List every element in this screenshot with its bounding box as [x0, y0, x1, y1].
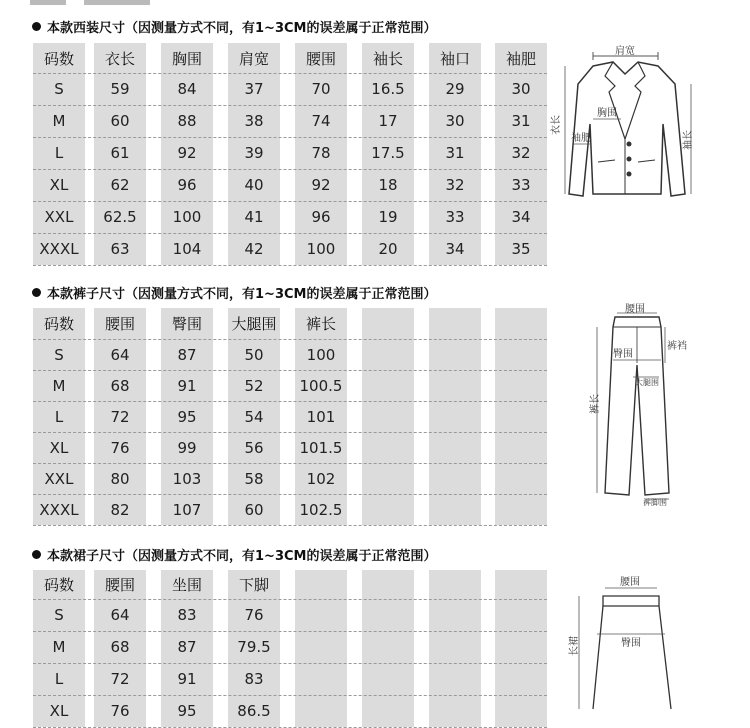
skirt-row-divider — [33, 631, 547, 632]
jacket-row-divider — [33, 201, 547, 202]
jacket-row-divider — [33, 169, 547, 170]
skirt-header-cell: 腰围 — [104, 576, 135, 594]
pants-table-cell — [429, 432, 481, 463]
skirt-table-cell: 91 — [177, 670, 197, 688]
jacket-row-divider — [33, 233, 547, 234]
pants-table-cell: 107 — [172, 500, 202, 519]
pants-table-cell: 95 — [177, 407, 197, 426]
pants-table-cell: 100.5 — [299, 376, 343, 395]
pants-title-text: 本款裤子尺寸（因测量方式不同，有1~3CM的误差属于正常范围） — [47, 287, 437, 302]
pants-table-cell — [495, 494, 547, 525]
jacket-table-cell: L — [54, 144, 64, 162]
pants-table-cell: 76 — [110, 438, 130, 457]
jacket-column — [362, 43, 414, 265]
jacket-table-cell: 33 — [445, 208, 465, 226]
pants-table-cell: XXL — [44, 469, 74, 488]
skirt-table-cell: 83 — [244, 670, 264, 688]
jacket-row-divider — [33, 105, 547, 106]
skirt-title-text: 本款裙子尺寸（因测量方式不同，有1~3CM的误差属于正常范围） — [47, 549, 437, 564]
pants-table-cell: 50 — [244, 345, 264, 364]
jacket-table-cell: 100 — [172, 208, 202, 226]
pants-table-cell: 102.5 — [299, 500, 343, 519]
jacket-table-cell: 59 — [110, 80, 130, 98]
jacket-header-cell: 衣长 — [104, 49, 135, 68]
pants-column — [495, 308, 547, 525]
pants-table-cell — [362, 494, 414, 525]
skirt-table-cell — [295, 695, 347, 727]
pants-table-cell: 56 — [244, 438, 264, 457]
pants-column — [228, 308, 280, 525]
jacket-table-cell: 60 — [110, 112, 130, 130]
skirt-column — [161, 570, 213, 727]
pants-table-cell: 101 — [306, 407, 336, 426]
pants-table-cell: XXXL — [39, 500, 79, 519]
skirt-table-cell: 95 — [177, 702, 197, 720]
skirt-row-divider — [33, 599, 547, 600]
pants-header-cell: 臀围 — [171, 315, 202, 333]
skirt-table-cell — [362, 663, 414, 695]
skirt-table-cell: 76 — [244, 606, 264, 624]
skirt-column — [429, 570, 481, 727]
jacket-table-cell: 31 — [511, 112, 531, 130]
skirt-waist-label: 腰围 — [620, 577, 640, 588]
jacket-row-divider — [33, 265, 547, 266]
pants-table-cell: 68 — [110, 376, 130, 395]
skirt-table-cell — [362, 695, 414, 727]
pants-table-cell: 100 — [306, 345, 336, 364]
jacket-table-cell: S — [54, 80, 64, 98]
skirt-column — [228, 570, 280, 727]
pants-header-cell: 大腿围 — [231, 315, 277, 333]
pants-table-cell — [362, 463, 414, 494]
pants-column — [161, 308, 213, 525]
jacket-table-cell: 74 — [311, 112, 331, 130]
skirt-column — [33, 570, 85, 727]
pants-header-cell — [429, 308, 481, 339]
skirt-table-cell — [429, 663, 481, 695]
jacket-table-cell: XXXL — [39, 240, 79, 258]
skirt-column — [295, 570, 347, 727]
jacket-table-cell: 84 — [177, 80, 197, 98]
jacket-table-cell: 96 — [311, 208, 331, 226]
pants-thigh-label: 大腿围 — [635, 378, 659, 387]
jacket-table-cell: 61 — [110, 144, 130, 162]
jacket-column — [495, 43, 547, 265]
jacket-table-cell: 62 — [110, 176, 130, 194]
skirt-row-divider — [33, 695, 547, 696]
pants-table-cell — [362, 339, 414, 370]
skirt-table-cell — [295, 631, 347, 663]
jacket-header-cell: 胸围 — [171, 49, 202, 68]
skirt-header-cell — [295, 570, 347, 599]
pants-table-cell: 102 — [306, 469, 336, 488]
skirt-table-cell: S — [54, 606, 64, 624]
pants-header-cell: 腰围 — [104, 315, 135, 333]
jacket-table-cell: 29 — [445, 80, 465, 98]
pants-hip-label: 臀围 — [613, 349, 633, 360]
skirt-table-cell — [362, 599, 414, 631]
skirt-table-cell: 68 — [110, 638, 130, 656]
pants-table-cell: S — [54, 345, 64, 364]
pants-section-title — [32, 283, 436, 302]
jacket-table-cell: 100 — [306, 240, 336, 258]
pants-table-cell: 54 — [244, 407, 264, 426]
pants-length-label: 裤长 — [590, 394, 601, 414]
jacket-column — [33, 43, 85, 265]
jacket-table-cell: 17 — [378, 112, 398, 130]
pants-table-cell: 99 — [177, 438, 197, 457]
pants-table-cell — [429, 339, 481, 370]
pants-table-cell: 52 — [244, 376, 264, 395]
jacket-header-cell: 袖长 — [372, 49, 403, 68]
pants-table-cell: XL — [49, 438, 69, 457]
skirt-table-cell — [429, 599, 481, 631]
skirt-table-cell: 72 — [110, 670, 130, 688]
skirt-table-cell — [495, 695, 547, 727]
skirt-header-cell — [495, 570, 547, 599]
jacket-table-cell: 34 — [511, 208, 531, 226]
pants-header-cell — [495, 308, 547, 339]
bullet-icon — [32, 288, 41, 297]
skirt-table-cell: 76 — [110, 702, 130, 720]
jacket-sleeve-length-label: 袖长 — [683, 130, 694, 150]
pants-table-cell: 101.5 — [299, 438, 343, 457]
jacket-table-cell: 88 — [177, 112, 197, 130]
jacket-row-divider — [33, 137, 547, 138]
skirt-table-cell: 83 — [177, 606, 197, 624]
skirt-table-cell — [495, 631, 547, 663]
pants-table-cell: M — [52, 376, 66, 395]
pants-row-divider — [33, 339, 547, 340]
bullet-icon — [32, 22, 41, 31]
pants-table-cell: 87 — [177, 345, 197, 364]
jacket-length-label: 衣长 — [551, 115, 562, 135]
jacket-table-cell: 70 — [311, 80, 331, 98]
skirt-table-cell — [429, 695, 481, 727]
pants-table-cell: 58 — [244, 469, 264, 488]
pants-table-cell: 64 — [110, 345, 130, 364]
jacket-table-cell: M — [52, 112, 66, 130]
pants-column — [429, 308, 481, 525]
pants-table-cell — [495, 463, 547, 494]
jacket-header-cell: 肩宽 — [238, 49, 269, 68]
jacket-table-cell: 19 — [378, 208, 398, 226]
skirt-table-cell: 87 — [177, 638, 197, 656]
jacket-table-cell: 18 — [378, 176, 398, 194]
jacket-table-cell: 92 — [311, 176, 331, 194]
pants-header-cell: 裤长 — [305, 315, 336, 333]
pants-table-cell — [495, 370, 547, 401]
jacket-column — [228, 43, 280, 265]
bullet-icon — [32, 550, 41, 559]
skirt-header-cell — [429, 570, 481, 599]
jacket-table-cell: 40 — [244, 176, 264, 194]
skirt-table-cell: L — [54, 670, 64, 688]
jacket-shoulder-label: 肩宽 — [615, 46, 635, 57]
jacket-table-cell: 33 — [511, 176, 531, 194]
skirt-length-label: 长裙 — [569, 636, 580, 656]
skirt-table-cell: 79.5 — [237, 638, 271, 656]
pants-column — [33, 308, 85, 525]
pants-table-cell — [495, 339, 547, 370]
pants-table-cell — [429, 494, 481, 525]
skirt-column — [362, 570, 414, 727]
pants-table-cell: 91 — [177, 376, 197, 395]
jacket-table-cell: XXL — [44, 208, 74, 226]
jacket-header-cell: 袖口 — [439, 49, 470, 68]
pants-row-divider — [33, 370, 547, 371]
pants-table-cell: 80 — [110, 469, 130, 488]
skirt-diagram — [565, 572, 695, 709]
jacket-chest-label: 胸围 — [597, 108, 617, 119]
skirt-header-cell: 下脚 — [238, 576, 269, 594]
skirt-section-title — [32, 545, 436, 564]
jacket-table-cell: 35 — [511, 240, 531, 258]
skirt-table-cell — [362, 631, 414, 663]
pants-waist-label: 腰围 — [625, 304, 645, 315]
pants-row-divider — [33, 494, 547, 495]
jacket-column — [94, 43, 146, 265]
jacket-table-cell: XL — [49, 176, 69, 194]
jacket-title-text: 本款西装尺寸（因测量方式不同，有1~3CM的误差属于正常范围） — [47, 21, 437, 36]
jacket-column — [429, 43, 481, 265]
pants-column — [295, 308, 347, 525]
jacket-table-cell: 104 — [172, 240, 202, 258]
jacket-table-cell: 30 — [511, 80, 531, 98]
jacket-header-cell: 腰围 — [305, 49, 336, 68]
jacket-column — [295, 43, 347, 265]
jacket-table-cell: 16.5 — [371, 80, 405, 98]
pants-table-cell: 60 — [244, 500, 264, 519]
jacket-header-cell: 袖肥 — [505, 49, 536, 68]
jacket-table-cell: 41 — [244, 208, 264, 226]
skirt-table-cell — [429, 631, 481, 663]
pants-table-cell: 82 — [110, 500, 130, 519]
jacket-sleeve-width-label: 袖肥 — [571, 133, 591, 144]
skirt-table-cell — [495, 599, 547, 631]
jacket-table-cell: 63 — [110, 240, 130, 258]
jacket-table-cell: 92 — [177, 144, 197, 162]
jacket-table-cell: 42 — [244, 240, 264, 258]
pants-table-cell: 103 — [172, 469, 202, 488]
skirt-table-cell — [295, 663, 347, 695]
jacket-diagram — [553, 44, 698, 214]
top-cropped-text — [30, 0, 150, 5]
skirt-header-cell: 坐围 — [171, 576, 202, 594]
pants-row-divider — [33, 401, 547, 402]
pants-table-cell — [362, 401, 414, 432]
pants-column — [362, 308, 414, 525]
jacket-header-cell: 码数 — [43, 49, 74, 68]
pants-table-cell — [495, 432, 547, 463]
pants-table-cell — [429, 370, 481, 401]
pants-table-cell — [362, 370, 414, 401]
pants-table-cell — [362, 432, 414, 463]
jacket-table-cell: 32 — [445, 176, 465, 194]
pants-row-divider — [33, 463, 547, 464]
skirt-table-cell: XL — [49, 702, 69, 720]
pants-table-cell — [429, 463, 481, 494]
skirt-row-divider — [33, 663, 547, 664]
jacket-table-cell: 38 — [244, 112, 264, 130]
skirt-column — [495, 570, 547, 727]
pants-table-cell — [429, 401, 481, 432]
jacket-table-cell: 20 — [378, 240, 398, 258]
jacket-table-cell: 31 — [445, 144, 465, 162]
skirt-header-cell — [362, 570, 414, 599]
pants-table-cell — [495, 401, 547, 432]
skirt-table-cell — [295, 599, 347, 631]
jacket-table-cell: 34 — [445, 240, 465, 258]
pants-hem-label: 裤脚围 — [643, 498, 667, 507]
skirt-column — [94, 570, 146, 727]
jacket-column — [161, 43, 213, 265]
pants-table-cell: 72 — [110, 407, 130, 426]
pants-table-cell: L — [54, 407, 64, 426]
jacket-table-cell: 30 — [445, 112, 465, 130]
jacket-table-cell: 39 — [244, 144, 264, 162]
jacket-section-title — [32, 17, 436, 36]
jacket-table-cell: 96 — [177, 176, 197, 194]
skirt-table-cell — [495, 663, 547, 695]
jacket-table-cell: 62.5 — [103, 208, 137, 226]
skirt-header-cell: 码数 — [43, 576, 74, 594]
pants-diagram — [585, 305, 695, 505]
jacket-table-cell: 17.5 — [371, 144, 405, 162]
jacket-table-cell: 32 — [511, 144, 531, 162]
pants-column — [94, 308, 146, 525]
pants-header-cell: 码数 — [43, 315, 74, 333]
jacket-row-divider — [33, 73, 547, 74]
jacket-table-cell: 78 — [311, 144, 331, 162]
pants-row-divider — [33, 525, 547, 526]
skirt-hip-label: 臀围 — [621, 638, 641, 649]
pants-rise-label: 裤裆 — [667, 341, 687, 352]
pants-header-cell — [362, 308, 414, 339]
skirt-table-cell: 86.5 — [237, 702, 271, 720]
skirt-table-cell: M — [52, 638, 66, 656]
pants-row-divider — [33, 432, 547, 433]
jacket-table-cell: 37 — [244, 80, 264, 98]
skirt-table-cell: 64 — [110, 606, 130, 624]
